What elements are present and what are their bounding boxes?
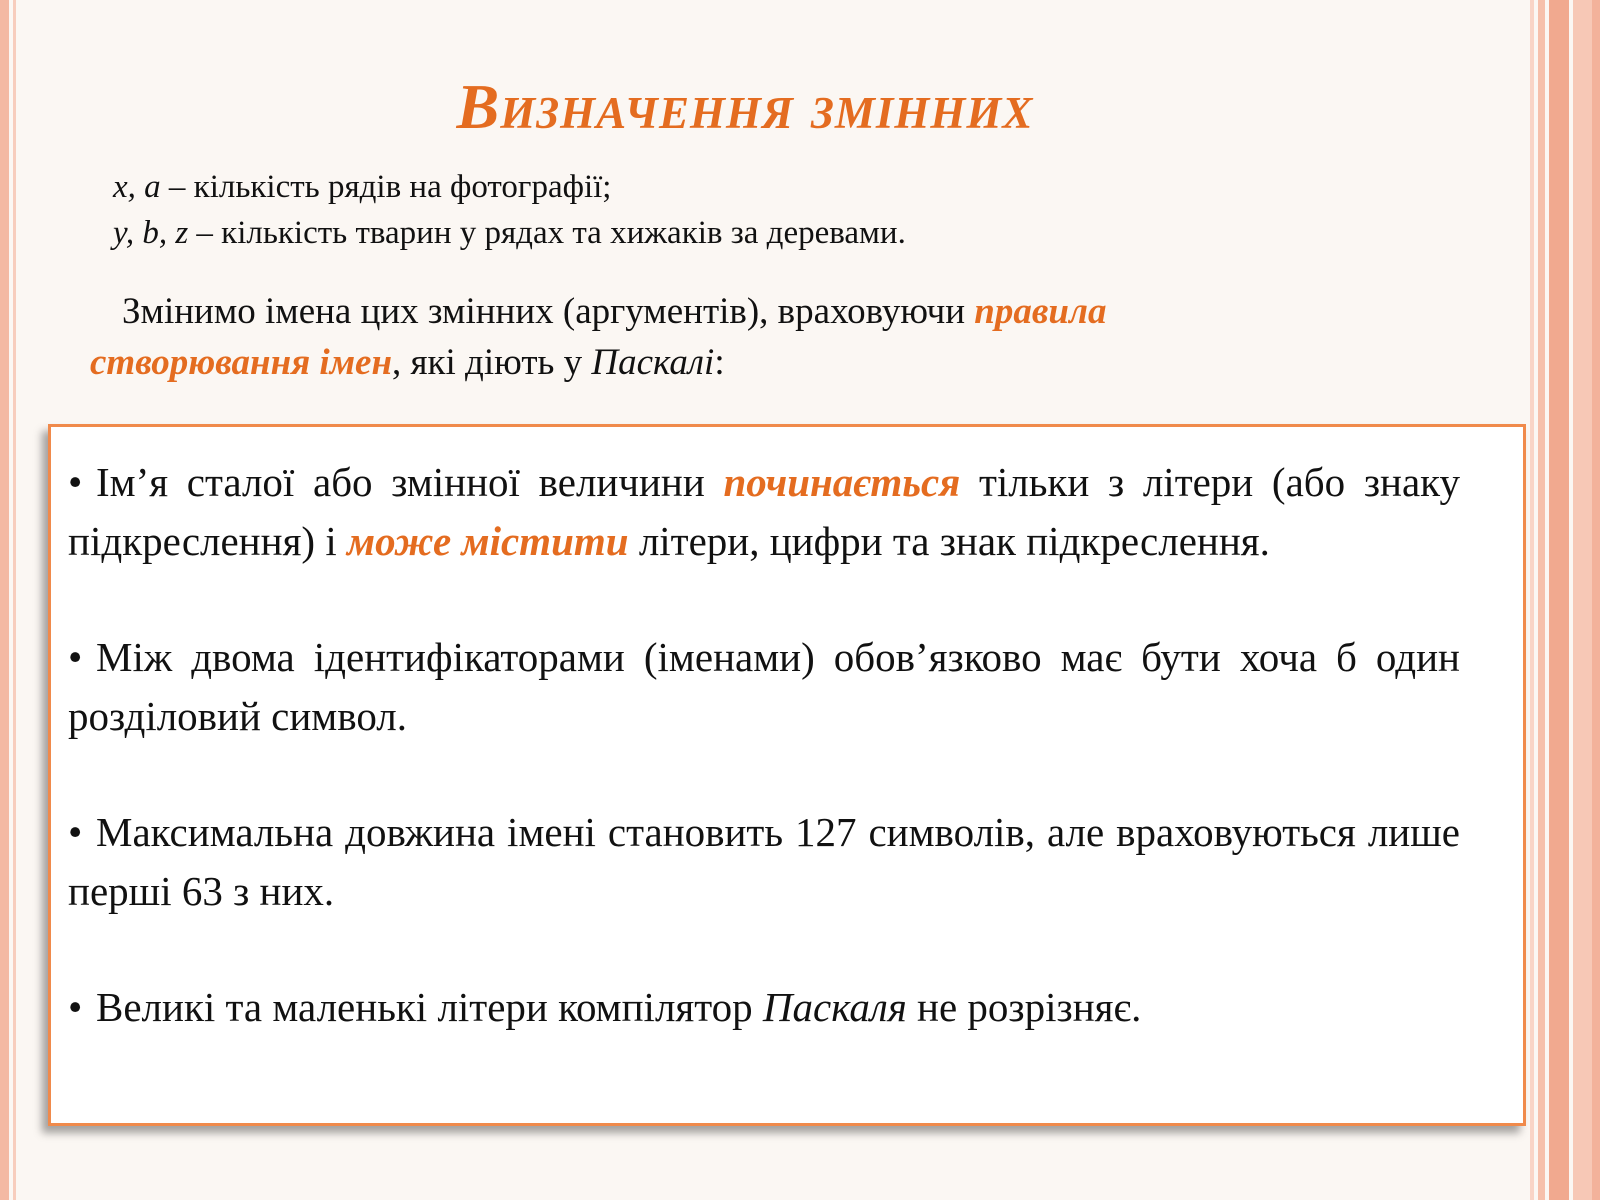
pascal-term: Паскаля (762, 984, 907, 1030)
rule-text: Між двома ідентифікаторами (іменами) обов’язково має бути хоча б один розділовий символ. (68, 634, 1460, 739)
right-border-stripe (1592, 0, 1600, 1200)
variable-definitions (113, 164, 906, 256)
variable-description: кількість тварин у рядах та хижаків за деревами. (221, 215, 906, 251)
variable-line (113, 210, 906, 256)
variable-names: x, a (113, 169, 161, 205)
rule-text: Ім’я сталої або змінної величини (96, 459, 724, 505)
bullet-icon: • (68, 459, 83, 505)
intro-paragraph (90, 286, 1310, 388)
right-border-stripe (1549, 0, 1569, 1200)
rule-text: Максимальна довжина імені становить 127 символів, але враховуються лише перші 63 з них. (68, 809, 1460, 914)
intro-highlight: правила створювання імен (90, 291, 1107, 383)
bullet-icon: • (68, 984, 83, 1030)
left-border-stripe-thin (13, 0, 16, 1200)
rule-text: літери, цифри та знак підкреслення. (628, 518, 1270, 564)
intro-text: : (714, 342, 725, 383)
rule-text: Великі та маленькі літери компілятор (96, 984, 763, 1030)
rule-highlight: починається (723, 459, 961, 505)
right-border-stripe (1530, 0, 1534, 1200)
intro-text: , які діють у (392, 342, 592, 383)
rules-list (68, 453, 1460, 1037)
rule-text: не розрізняє. (906, 984, 1142, 1030)
pascal-term: Паскалі (591, 342, 715, 383)
variable-names: y, b, z (113, 215, 189, 251)
rules-box (48, 424, 1526, 1126)
rule-item (68, 803, 1460, 921)
variable-description: кількість рядів на фотографії; (193, 169, 612, 205)
variable-dash: – (160, 169, 194, 205)
bullet-icon: • (68, 634, 83, 680)
right-border-stripe (1538, 0, 1545, 1200)
bullet-icon: • (68, 809, 83, 855)
left-border-stripe (0, 0, 9, 1200)
rule-highlight: може містити (346, 518, 629, 564)
intro-text: Змінимо імена цих змінних (аргументів), враховуючи (122, 291, 975, 332)
rule-text: тільки з літери (або знаку підкреслення) і (68, 459, 1460, 564)
slide-title: Визначення змінних (456, 71, 1034, 142)
variable-line (113, 164, 906, 210)
rule-item (68, 453, 1460, 571)
rule-item (68, 978, 1460, 1037)
rule-item (68, 628, 1460, 746)
variable-dash: – (188, 215, 222, 251)
